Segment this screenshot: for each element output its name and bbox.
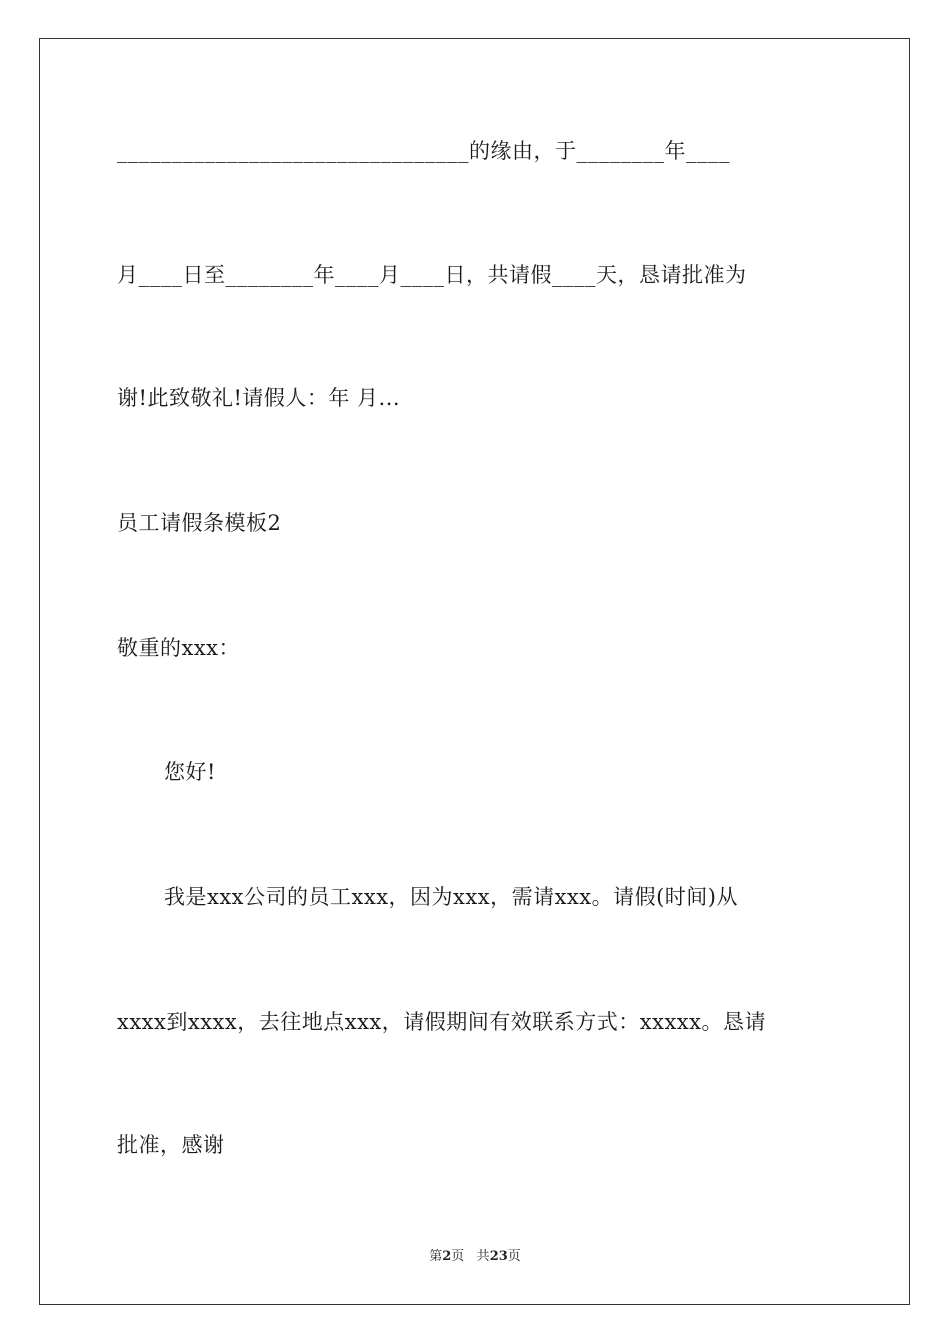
footer-page-suffix: 页 <box>451 1249 465 1264</box>
body-line-2: xxxx到xxxx，去往地点xxx，请假期间有效联系方式：xxxxx。恳请 <box>117 1010 766 1034</box>
footer-total-suffix: 页 <box>507 1249 521 1264</box>
text-line-3: 谢!此致敬礼!请假人：年 月... <box>117 386 401 410</box>
greeting: 您好! <box>164 760 216 784</box>
salutation: 敬重的xxx： <box>117 636 241 660</box>
footer-page-number: 2 <box>442 1249 452 1264</box>
footer-page-prefix: 第 <box>429 1249 443 1264</box>
footer-total-pages: 23 <box>489 1249 508 1264</box>
text-line-1: ________________________________的缘由，于________年____ <box>117 139 730 163</box>
text-line-2: 月____日至________年____月____日，共请假____天，恳请批准为 <box>117 263 747 287</box>
footer-total-prefix: 共 <box>476 1249 490 1264</box>
page-footer <box>0 1248 950 1266</box>
body-line-3: 批准，感谢 <box>117 1133 225 1157</box>
section-heading: 员工请假条模板2 <box>117 511 282 535</box>
body-line-1: 我是xxx公司的员工xxx，因为xxx，需请xxx。请假(时间)从 <box>164 885 739 909</box>
page-border <box>39 38 910 1305</box>
